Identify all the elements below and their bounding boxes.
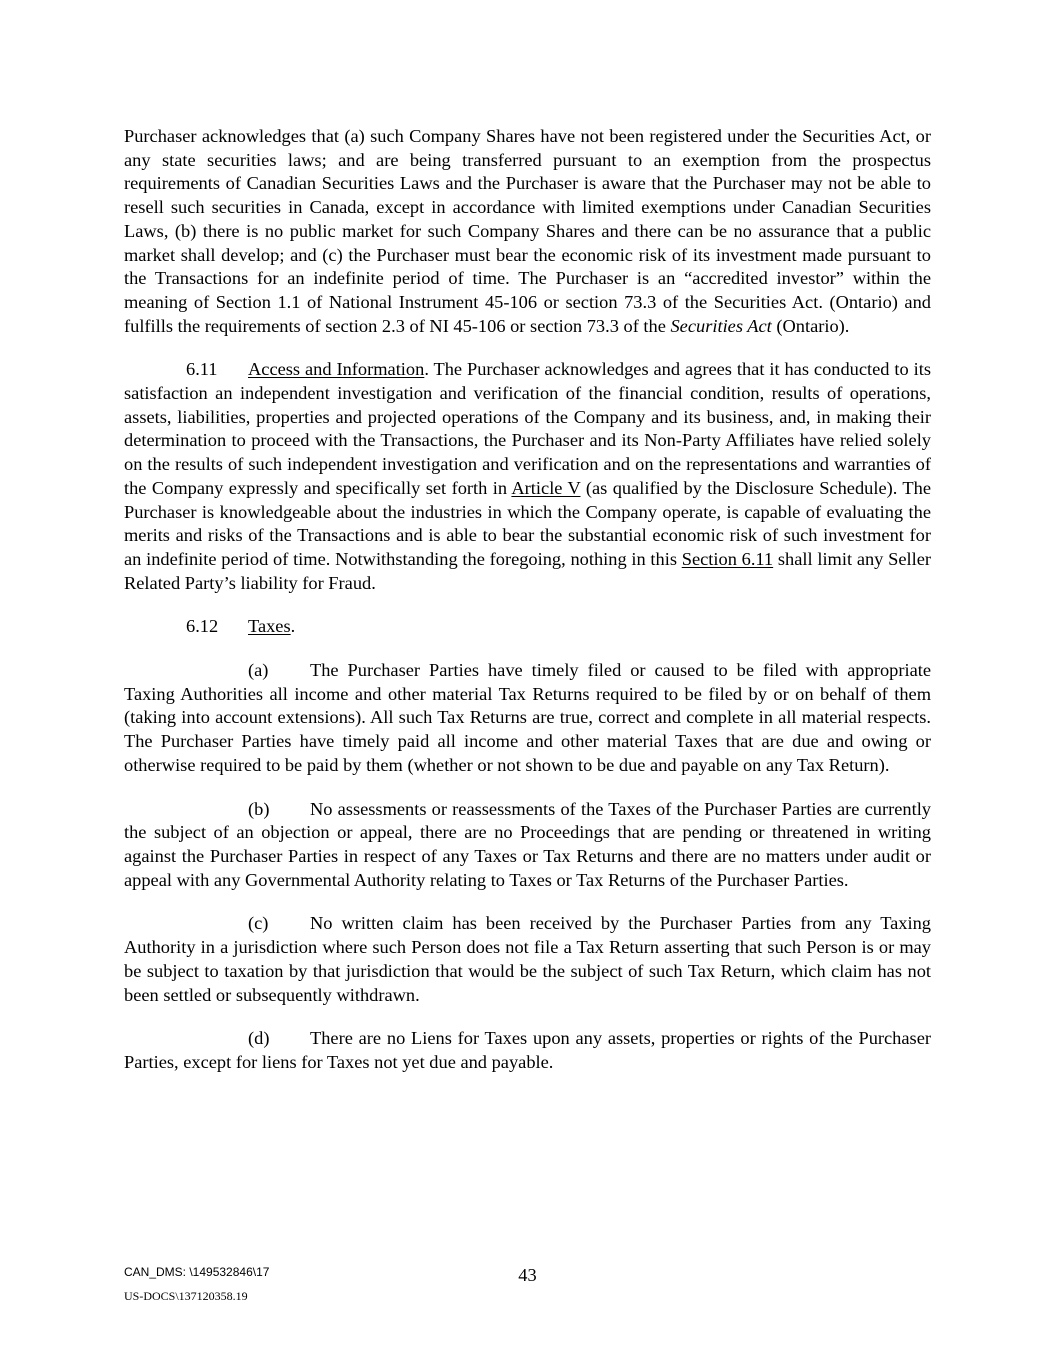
subsection-text: No written claim has been received by the Purchaser Parties from any Taxing Authority in a jurisdiction where such Person does not file a Tax Return asserting that such Person is or may be subject to taxation by that jurisdiction that would be the subject of such Tax Return, which claim has not been settled or subsequently withdrawn. <box>124 913 931 1005</box>
section-text-1: . The Purchaser acknowledges and agrees that it has conducted to its satisfaction an independent investigation and verification of the financial condition, results of operations, assets, liabilities, properties and projected operations of the Company and its business, and, in making their determination to proceed with the Transactions, the Purchaser and its Non-Party Affiliates have relied solely on the results of such independent investigation and verification and on the representations and warranties of the Company expressly and specifically set forth in <box>124 359 932 498</box>
section-number: 6.11 <box>186 359 218 380</box>
securities-act-italic: Securities Act <box>670 315 772 336</box>
section-6-12 <box>124 615 931 639</box>
section-6-11-reference: Section 6.11 <box>681 548 774 569</box>
paragraph-purchaser-acknowledgement <box>124 125 931 338</box>
subsection-text: No assessments or reassessments of the Taxes of the Purchaser Parties are currently the subject of an objection or appeal, there are no Proceedings that are pending or threatened in writing against the Purchaser Parties in respect of any Taxes or Tax Returns and there are no matters under audit or appeal with any Governmental Authority relating to Taxes or Tax Returns of the Purchaser Parties. <box>124 798 931 890</box>
subsection-text: There are no Liens for Taxes upon any assets, properties or rights of the Purchaser Parties, except for liens for Taxes not yet due and payable. <box>124 1028 931 1072</box>
subsection-a <box>124 659 931 778</box>
subsection-d <box>124 1027 931 1074</box>
footer-doc-id-us: US-DOCS\137120358.19 <box>124 1289 248 1303</box>
section-number: 6.12 <box>186 616 219 637</box>
article-v-reference: Article V <box>511 477 581 498</box>
page-number: 43 <box>518 1265 537 1285</box>
section-heading: Taxes <box>248 616 291 637</box>
footer-doc-id-can: CAN_DMS: \149532846\17 <box>124 1265 270 1279</box>
section-text-2: (as qualified by the Disclosure Schedule). The Purchaser is knowledgeable about the industries in which the Company operate, is capable of evaluating the merits and risks of the Transactions and is able to bear the substantial economic risk of such investment for an indefinite period of time. Notwithstanding the foregoing, nothing in this <box>124 477 931 569</box>
section-heading-period: . <box>290 616 296 637</box>
subsection-label: (b) <box>248 798 270 819</box>
section-heading: Access and Information <box>248 359 425 380</box>
subsection-label: (c) <box>248 913 269 934</box>
subsection-b <box>124 798 931 893</box>
document-body <box>124 125 931 1095</box>
subsection-label: (d) <box>248 1028 270 1049</box>
subsection-c <box>124 912 931 1007</box>
section-6-11 <box>124 358 931 595</box>
subsection-label: (a) <box>248 660 269 681</box>
section-text-3: shall limit any Seller Related Party’s liability for Fraud. <box>124 548 932 593</box>
paragraph-tail: (Ontario). <box>771 315 850 336</box>
paragraph-text: Purchaser acknowledges that (a) such Company Shares have not been registered under the Securities Act, or any state securities laws; and are being transferred pursuant to an exemption from the prospectus requirements of Canadian Securities Laws and the Purchaser is aware that the Purchaser may not be able to resell such securities in Canada, except in accordance with limited exemptions under Canadian Securities Laws, (b) there is no public market for such Company Shares and there can be no assurance that a public market shall develop; and (c) the Purchaser must bear the economic risk of its investment made pursuant to the Transactions for an indefinite period of time. The Purchaser is an “accredited investor” within the meaning of Section 1.1 of National Instrument 45-106 or section 73.3 of the Securities Act. (Ontario) and fulfills the requirements of section 2.3 of NI 45-106 or section 73.3 of the <box>124 126 931 336</box>
subsection-text: The Purchaser Parties have timely filed or caused to be filed with appropriate Taxing Authorities all income and other material Tax Returns required to be filed by or on behalf of them (taking into account extensions). All such Tax Returns are true, correct and complete in all material respects. The Purchaser Parties have timely paid all income and other material Taxes that are due and owing or otherwise required to be paid by them (whether or not shown to be due and payable on any Tax Return). <box>124 660 931 775</box>
